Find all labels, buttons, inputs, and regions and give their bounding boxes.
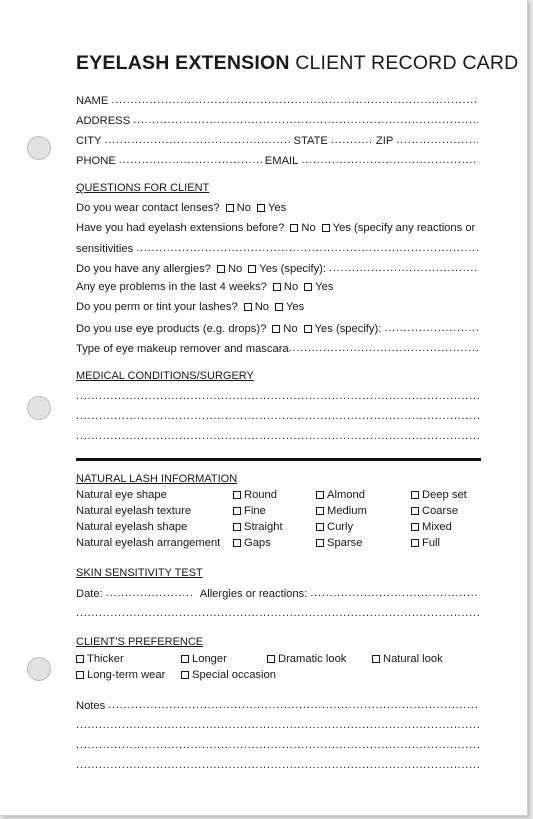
checkbox[interactable] bbox=[316, 491, 324, 499]
checkbox[interactable] bbox=[411, 523, 419, 531]
title-rest: CLIENT RECORD CARD bbox=[295, 52, 519, 74]
page-title bbox=[76, 52, 518, 75]
city-label: CITY bbox=[76, 135, 102, 147]
medical-line[interactable] bbox=[76, 408, 481, 423]
option-label: Yes (specify): bbox=[314, 323, 382, 335]
lash-row bbox=[76, 521, 481, 537]
lash-option[interactable] bbox=[411, 489, 467, 501]
dotted-line bbox=[76, 607, 481, 620]
notes-field[interactable] bbox=[76, 697, 481, 712]
answer-line bbox=[289, 342, 478, 355]
option-label: Yes bbox=[315, 281, 334, 293]
option-label: Round bbox=[244, 489, 277, 501]
option-label: Deep set bbox=[422, 489, 467, 501]
checkbox-no[interactable] bbox=[273, 283, 281, 291]
option-label: Mixed bbox=[422, 521, 452, 533]
option-label: Yes (specify): bbox=[259, 263, 327, 275]
notes-line[interactable] bbox=[76, 717, 481, 732]
checkbox-no[interactable] bbox=[226, 204, 234, 212]
checkbox[interactable] bbox=[316, 539, 324, 547]
checkbox-no[interactable] bbox=[244, 303, 252, 311]
question-contact-lenses bbox=[76, 202, 481, 214]
email-label: EMAIL bbox=[264, 155, 299, 167]
address-line bbox=[133, 114, 478, 127]
checkbox[interactable] bbox=[76, 671, 84, 679]
remover-mascara-field[interactable] bbox=[76, 340, 481, 355]
lash-row bbox=[76, 505, 481, 521]
dotted-line bbox=[76, 759, 481, 772]
option-label: No bbox=[283, 281, 299, 293]
option-label: Yes bbox=[267, 202, 287, 214]
city-state-zip-row bbox=[76, 132, 481, 147]
skin-line[interactable] bbox=[76, 605, 481, 620]
option-label: No bbox=[301, 222, 316, 234]
checkbox-yes[interactable] bbox=[304, 325, 312, 333]
phone-line[interactable] bbox=[119, 154, 262, 167]
checkbox[interactable] bbox=[316, 507, 324, 515]
checkbox[interactable] bbox=[372, 655, 380, 663]
checkbox[interactable] bbox=[267, 655, 275, 663]
question-text: Do you have any allergies? bbox=[76, 263, 211, 275]
lash-option[interactable] bbox=[411, 505, 458, 517]
lash-option[interactable] bbox=[316, 489, 365, 501]
option-label: No bbox=[227, 263, 243, 275]
question-text: Have you had eyelash extensions before? bbox=[76, 222, 285, 234]
checkbox[interactable] bbox=[411, 539, 419, 547]
dotted-line bbox=[76, 390, 481, 403]
name-label: NAME bbox=[76, 95, 109, 107]
name-field[interactable] bbox=[76, 92, 481, 107]
option-label: Curly bbox=[327, 521, 354, 533]
section-divider bbox=[76, 458, 481, 461]
preference-option[interactable] bbox=[372, 653, 443, 665]
zip-label: ZIP bbox=[375, 135, 394, 147]
lash-option[interactable] bbox=[233, 537, 271, 549]
dotted-line bbox=[76, 430, 481, 443]
checkbox[interactable] bbox=[233, 523, 241, 531]
option-label: Thicker bbox=[87, 653, 124, 665]
questions-heading: QUESTIONS FOR CLIENT bbox=[76, 182, 210, 194]
option-label: Dramatic look bbox=[278, 653, 347, 665]
date-line[interactable] bbox=[106, 587, 192, 600]
medical-line[interactable] bbox=[76, 388, 481, 403]
checkbox[interactable] bbox=[233, 491, 241, 499]
checkbox-yes[interactable] bbox=[248, 265, 256, 273]
lash-row bbox=[76, 537, 481, 553]
state-line[interactable] bbox=[331, 134, 373, 147]
address-field[interactable] bbox=[76, 112, 481, 127]
option-label: Almond bbox=[327, 489, 365, 501]
question-eye-products bbox=[76, 320, 481, 335]
checkbox-yes[interactable] bbox=[304, 283, 312, 291]
option-label: No bbox=[283, 323, 298, 335]
checkbox-no[interactable] bbox=[290, 224, 298, 232]
email-line[interactable] bbox=[301, 154, 478, 167]
lash-row bbox=[76, 489, 481, 505]
binder-hole bbox=[27, 136, 51, 160]
option-label: Long-term wear bbox=[87, 669, 166, 681]
question-text: Type of eye makeup remover and mascara bbox=[76, 343, 289, 355]
lash-option[interactable] bbox=[316, 521, 353, 533]
checkbox[interactable] bbox=[181, 655, 189, 663]
checkbox-yes[interactable] bbox=[257, 204, 265, 212]
option-label: Coarse bbox=[422, 505, 459, 517]
option-label: No bbox=[236, 202, 251, 214]
lash-option[interactable] bbox=[316, 537, 362, 549]
checkbox[interactable] bbox=[411, 507, 419, 515]
question-text: Do you use eye products (e.g. drops)? bbox=[76, 323, 267, 335]
question-text: Do you wear contact lenses? bbox=[76, 202, 220, 214]
question-text: sensitivities bbox=[76, 243, 134, 255]
lash-row-label: Natural eye shape bbox=[76, 489, 167, 501]
binder-hole bbox=[27, 396, 51, 420]
checkbox-yes[interactable] bbox=[322, 224, 330, 232]
notes-label: Notes bbox=[76, 700, 106, 712]
city-line[interactable] bbox=[104, 134, 290, 147]
question-text: Any eye problems in the last 4 weeks? bbox=[76, 281, 267, 293]
lash-option[interactable] bbox=[411, 521, 452, 533]
option-label: Yes bbox=[286, 301, 305, 313]
option-label: Gaps bbox=[244, 537, 271, 549]
option-label: Natural look bbox=[383, 653, 443, 665]
question-extensions-before bbox=[76, 222, 481, 234]
lash-row-label: Natural eyelash texture bbox=[76, 505, 192, 517]
zip-line[interactable] bbox=[396, 134, 478, 147]
phone-label: PHONE bbox=[76, 155, 116, 167]
allergies-line[interactable] bbox=[310, 587, 478, 600]
notes-line bbox=[108, 699, 478, 712]
allergies-label: Allergies or reactions: bbox=[199, 588, 308, 600]
preference-heading: CLIENT’S PREFERENCE bbox=[76, 636, 204, 648]
option-label: Full bbox=[422, 537, 441, 549]
lash-row-label: Natural eyelash shape bbox=[76, 521, 188, 533]
option-label: Longer bbox=[192, 653, 227, 665]
lash-row-label: Natural eyelash arrangement bbox=[76, 537, 221, 549]
preference-option[interactable] bbox=[76, 653, 124, 665]
checkbox-yes[interactable] bbox=[275, 303, 283, 311]
dotted-line bbox=[76, 719, 481, 732]
name-line bbox=[111, 94, 478, 107]
answer-line[interactable] bbox=[329, 262, 478, 275]
checkbox[interactable] bbox=[233, 539, 241, 547]
question-text: Do you perm or tint your lashes? bbox=[76, 301, 238, 313]
preference-option[interactable] bbox=[267, 653, 346, 665]
skin-test-row bbox=[76, 585, 481, 600]
answer-line bbox=[136, 242, 478, 255]
state-label: STATE bbox=[293, 135, 328, 147]
preference-option[interactable] bbox=[181, 669, 276, 681]
checkbox-no[interactable] bbox=[217, 265, 225, 273]
option-label: Fine bbox=[244, 505, 266, 517]
answer-line[interactable] bbox=[384, 322, 478, 335]
lash-option[interactable] bbox=[316, 505, 367, 517]
preference-option[interactable] bbox=[76, 669, 165, 681]
date-label: Date: bbox=[76, 588, 103, 600]
question-allergies bbox=[76, 260, 481, 275]
binder-hole bbox=[27, 657, 51, 681]
address-label: ADDRESS bbox=[76, 115, 131, 127]
skin-heading: SKIN SENSITIVITY TEST bbox=[76, 567, 203, 579]
checkbox[interactable] bbox=[316, 523, 324, 531]
option-label: Straight bbox=[244, 521, 283, 533]
phone-email-row bbox=[76, 152, 481, 167]
lash-heading: NATURAL LASH INFORMATION bbox=[76, 473, 238, 485]
option-label: Yes (specify any reactions or bbox=[332, 222, 476, 234]
sensitivities-field[interactable] bbox=[76, 240, 481, 255]
checkbox-no[interactable] bbox=[272, 325, 280, 333]
dotted-line bbox=[76, 739, 481, 752]
checkbox[interactable] bbox=[76, 655, 84, 663]
option-label: No bbox=[254, 301, 269, 313]
question-eye-problems bbox=[76, 281, 481, 293]
option-label: Sparse bbox=[327, 537, 363, 549]
option-label: Medium bbox=[327, 505, 367, 517]
medical-heading: MEDICAL CONDITIONS/SURGERY bbox=[76, 370, 254, 382]
title-bold: EYELASH EXTENSION bbox=[76, 52, 290, 74]
question-perm-tint bbox=[76, 301, 481, 313]
lash-option[interactable] bbox=[233, 489, 277, 501]
lash-option[interactable] bbox=[233, 505, 266, 517]
checkbox[interactable] bbox=[233, 507, 241, 515]
lash-table bbox=[76, 489, 481, 553]
notes-line[interactable] bbox=[76, 737, 481, 752]
lash-option[interactable] bbox=[233, 521, 283, 533]
checkbox[interactable] bbox=[181, 671, 189, 679]
preference-option[interactable] bbox=[181, 653, 227, 665]
notes-line[interactable] bbox=[76, 757, 481, 772]
checkbox[interactable] bbox=[411, 491, 419, 499]
dotted-line bbox=[76, 410, 481, 423]
lash-option[interactable] bbox=[411, 537, 440, 549]
medical-line[interactable] bbox=[76, 428, 481, 443]
option-label: Special occasion bbox=[192, 669, 276, 681]
